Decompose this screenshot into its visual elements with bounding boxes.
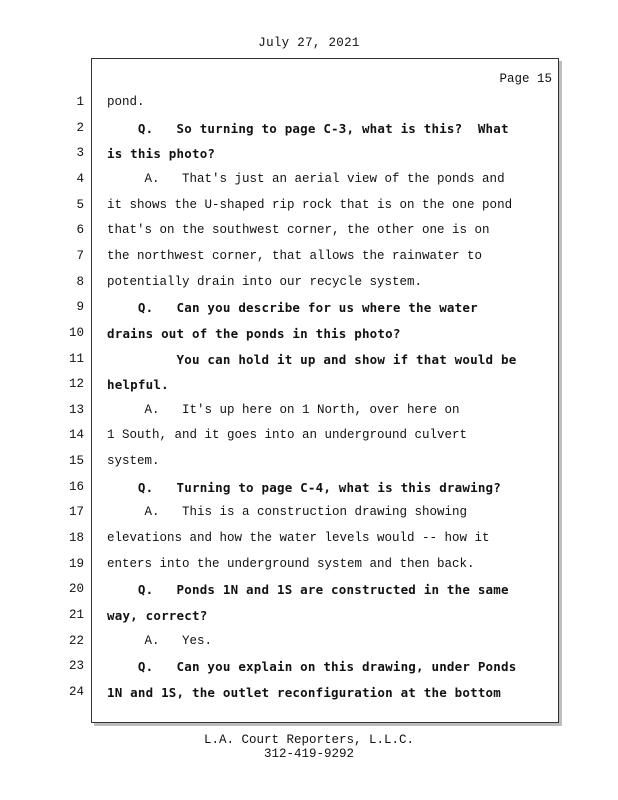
question-line: Q. Turning to page C-4, what is this drawing?	[107, 479, 502, 495]
line-number: 19	[68, 556, 84, 571]
answer-line: enters into the underground system and then back.	[107, 556, 475, 571]
line-number: 13	[68, 402, 84, 417]
answer-line: that's on the southwest corner, the other one is on	[107, 223, 490, 238]
answer-line: system.	[107, 454, 160, 469]
line-number: 1	[76, 95, 84, 109]
question-line: 1N and 1S, the outlet reconfiguration at the bottom	[107, 684, 502, 700]
answer-line: A. It's up here on 1 North, over here on	[107, 402, 460, 417]
line-number: 10	[68, 325, 84, 340]
question-line: drains out of the ponds in this photo?	[107, 325, 401, 341]
answer-line: A. This is a construction drawing showing	[107, 505, 468, 520]
line-number: 22	[68, 633, 84, 648]
answer-line: A. Yes.	[107, 633, 213, 648]
answer-line: pond.	[107, 95, 145, 109]
line-number: 23	[68, 659, 84, 674]
line-number: 21	[68, 608, 84, 622]
transcript-date: July 27, 2021	[258, 36, 360, 50]
line-number: 16	[68, 479, 84, 494]
line-number: 7	[76, 248, 84, 263]
reporter-phone: 312-419-9292	[263, 747, 354, 761]
line-number: 4	[76, 171, 84, 186]
line-number: 6	[76, 223, 84, 238]
page-number: Page 15	[499, 72, 552, 86]
line-number: 8	[76, 274, 84, 289]
line-number: 17	[68, 505, 84, 520]
answer-line: 1 South, and it goes into an underground culvert	[107, 428, 468, 443]
answer-line: it shows the U-shaped rip rock that is on the one pond	[107, 197, 513, 212]
question-line: You can hold it up and show if that would be	[107, 351, 517, 367]
question-line: helpful.	[107, 377, 169, 393]
answer-line: elevations and how the water levels would -- how it	[107, 531, 490, 546]
footer	[0, 733, 618, 761]
line-number: 12	[68, 377, 84, 392]
answer-line: the northwest corner, that allows the rainwater to	[107, 248, 483, 263]
line-number: 20	[68, 582, 84, 597]
line-number: 3	[76, 146, 84, 161]
line-number: 15	[68, 454, 84, 469]
question-line: Q. Can you describe for us where the water	[107, 300, 478, 316]
answer-line: A. That's just an aerial view of the ponds and	[107, 171, 505, 186]
reporter-company: L.A. Court Reporters, L.L.C.	[203, 733, 415, 747]
line-number: 9	[76, 300, 84, 315]
question-line: Q. Ponds 1N and 1S are constructed in the same	[107, 582, 509, 598]
answer-line: potentially drain into our recycle system.	[107, 274, 423, 289]
question-line: Q. Can you explain on this drawing, under Ponds	[107, 659, 517, 675]
line-number: 11	[68, 351, 84, 366]
line-number: 24	[68, 684, 84, 699]
line-number: 14	[68, 428, 84, 443]
line-number: 18	[68, 531, 84, 546]
question-line: is this photo?	[107, 146, 216, 162]
line-number: 2	[76, 120, 84, 135]
question-line: way, correct?	[107, 608, 208, 623]
question-line: Q. So turning to page C-3, what is this? What	[107, 120, 509, 136]
line-number: 5	[76, 197, 84, 212]
